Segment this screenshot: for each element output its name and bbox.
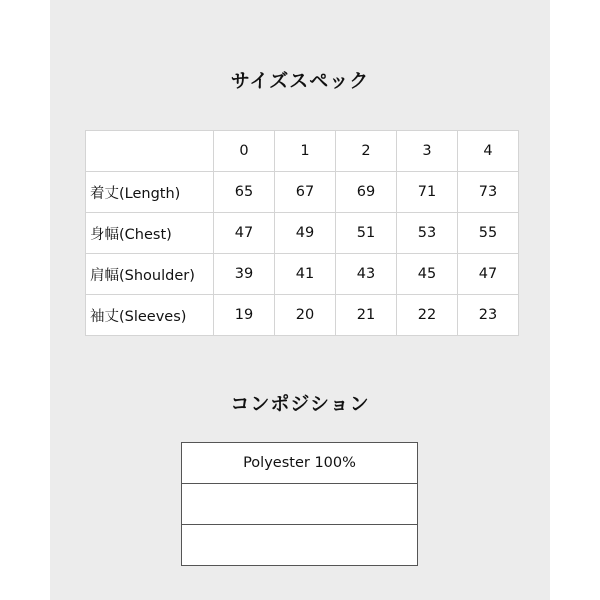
row-label: 袖丈(Sleeves) (86, 295, 214, 336)
table-row (86, 254, 519, 295)
table-cell: 73 (458, 172, 519, 213)
table-header-row (86, 131, 519, 172)
table-cell: 53 (397, 213, 458, 254)
table-cell: 65 (214, 172, 275, 213)
table-cell: 22 (397, 295, 458, 336)
header-cell: 4 (458, 131, 519, 172)
table-row (86, 213, 519, 254)
size-spec-table (85, 130, 519, 336)
header-cell: 1 (275, 131, 336, 172)
table-cell: 20 (275, 295, 336, 336)
table-cell: 45 (397, 254, 458, 295)
table-cell: 39 (214, 254, 275, 295)
table-cell: 67 (275, 172, 336, 213)
row-label: 着丈(Length) (86, 172, 214, 213)
table-cell: 55 (458, 213, 519, 254)
header-cell: 3 (397, 131, 458, 172)
table-cell: 71 (397, 172, 458, 213)
header-cell (86, 131, 214, 172)
row-label: 肩幅(Shoulder) (86, 254, 214, 295)
composition-cell (182, 525, 418, 566)
table-row (86, 295, 519, 336)
table-row (86, 172, 519, 213)
row-label: 身幅(Chest) (86, 213, 214, 254)
size-spec-title: サイズスペック (230, 70, 370, 92)
table-cell: 49 (275, 213, 336, 254)
composition-table (181, 442, 418, 566)
table-row (182, 525, 418, 566)
table-row (182, 484, 418, 525)
table-cell: 47 (214, 213, 275, 254)
table-cell: 47 (458, 254, 519, 295)
composition-cell: Polyester 100% (182, 443, 418, 484)
table-cell: 19 (214, 295, 275, 336)
table-cell: 51 (336, 213, 397, 254)
table-row (182, 443, 418, 484)
table-cell: 43 (336, 254, 397, 295)
header-cell: 2 (336, 131, 397, 172)
table-cell: 41 (275, 254, 336, 295)
table-cell: 69 (336, 172, 397, 213)
product-spec-panel (50, 0, 550, 600)
table-cell: 23 (458, 295, 519, 336)
header-cell: 0 (214, 131, 275, 172)
table-cell: 21 (336, 295, 397, 336)
composition-cell (182, 484, 418, 525)
composition-title: コンポジション (230, 393, 370, 415)
